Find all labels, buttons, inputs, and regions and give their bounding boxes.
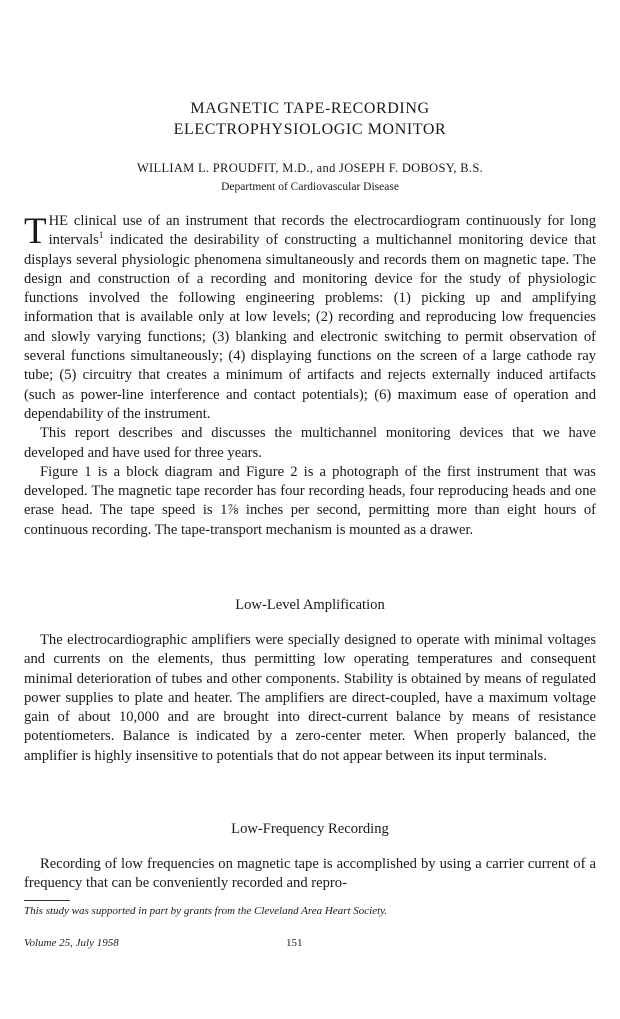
intro-p1-text-b: indicated the desirability of constructing a multichannel monitoring device that displays several physiologic phenomena simultaneously and records them on magnetic tape. The design and construction of a recording and monitoring device for the study of physiologic functions involved the following engineering problems: (1) picking up and amplifying information that is available only at low levels; (2) recording and reproducing low frequencies and slowly varying functions; (3) blanking and electronic switching to permit observation of several functions simultaneously; (4) displaying functions on the screen of a large cathode ray tube; (5) circuitry that creates a minimum of artifacts and rejects externally induced artifacts (such as power-line interference and contact potentials); (6) maximum ease of operation and dependability of the instrument. bbox=[24, 232, 596, 422]
author-line: WILLIAM L. PROUDFIT, M.D., and JOSEPH F. DOBOSY, B.S. bbox=[136, 161, 484, 175]
section-1-text bbox=[24, 631, 596, 766]
title-line-1: MAGNETIC TAPE-RECORDING bbox=[190, 100, 430, 117]
title-line-2: ELECTROPHYSIOLOGIC MONITOR bbox=[173, 121, 447, 138]
intro-text bbox=[24, 212, 596, 540]
intro-p1-text-a: HE clinical use of an instrument that records the electrocardiogram continuously for long intervals bbox=[48, 213, 596, 249]
drop-cap: T bbox=[24, 211, 47, 252]
section-heading-low-level-amplification: Low-Level Amplification bbox=[235, 597, 385, 613]
intro-paragraph-3: Figure 1 is a block diagram and Figure 2 is a photograph of the first instrument that was developed. The magnetic tape recorder has four recording heads, four reproducing heads and one erase head. The tape speed is 1⅞ inches per second, permitting more than eight hours of continuous recording. The tape-transport mechanism is mounted as a drawer. bbox=[24, 463, 596, 538]
section-1-paragraph: The electrocardiographic amplifiers were specially designed to operate with minimal voltages and currents on the elements, thus permitting low operating temperatures and consequent minimal deterioration of tubes and other components. Stability is obtained by means of regulated power supplies to plate and heater. The amplifiers are direct-coupled, have a maximum voltage gain of about 10,000 and are brought into direct-current balance by means of resistance potentiometers. Balance is indicated by a zero-center meter. When properly balanced, the amplifier is highly insensitive to potentials that do not appear between its input terminals. bbox=[24, 632, 596, 764]
journal-volume: Volume 25, July 1958 bbox=[24, 937, 119, 949]
department-line: Department of Cardiovascular Disease bbox=[221, 181, 399, 193]
footnote-rule bbox=[24, 900, 70, 901]
section-2-text bbox=[24, 855, 596, 894]
section-2-paragraph: Recording of low frequencies on magnetic tape is accomplished by using a carrier current of a frequency that can be conveniently recorded and repro- bbox=[24, 856, 596, 892]
footnote: This study was supported in part by grants from the Cleveland Area Heart Society. bbox=[24, 905, 388, 917]
section-heading-low-frequency-recording: Low-Frequency Recording bbox=[231, 821, 389, 837]
article-title bbox=[0, 98, 620, 140]
intro-paragraph-1 bbox=[24, 212, 596, 424]
intro-paragraph-2: This report describes and discusses the multichannel monitoring devices that we have developed and have used for three years. bbox=[24, 425, 596, 461]
page-number: 151 bbox=[286, 937, 303, 949]
reference-1: 1 bbox=[98, 230, 104, 241]
